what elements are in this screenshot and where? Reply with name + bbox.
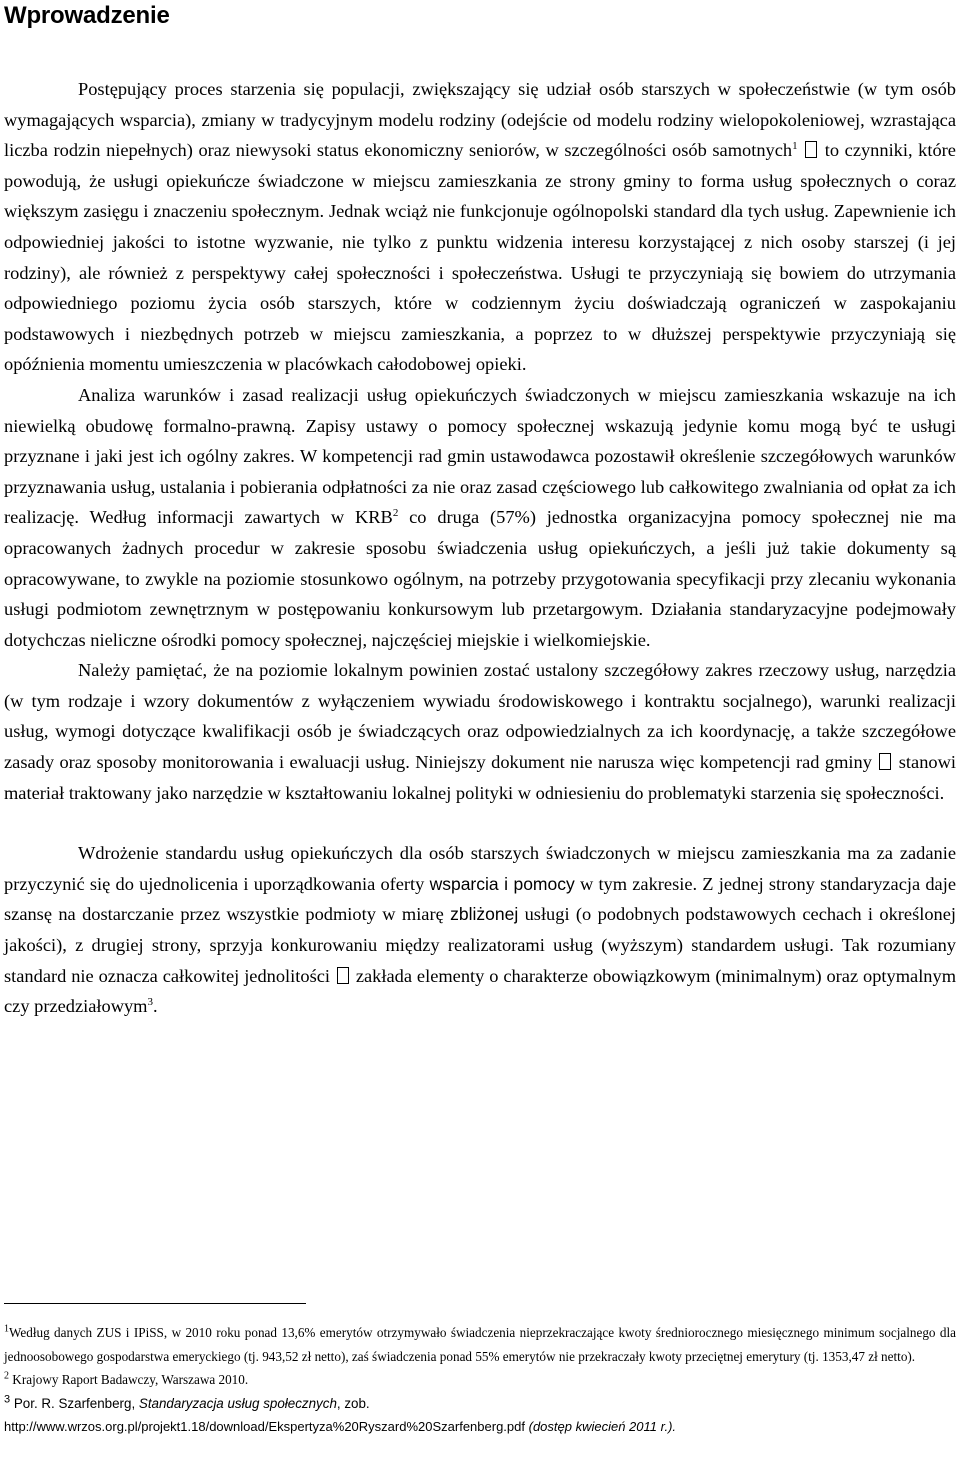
paragraph-4-text-c: usługi (o podobnych podstawowych cechach i określonej jakości), z drugiej strony, sprzyja konkurowaniu między realizatorami usług (wyższym) standardem usługi. Tak rozumiany standard nie oznacza całkowitej jednolitości <box>4 904 957 986</box>
paragraph-3-text-a: Należy pamiętać, że na poziomie lokalnym powinien zostać ustalony szczegółowy zakres rzeczowy usług, narzędzia (w tym rodzaje i wzory dokumentów z wyłączeniem wywiadu środowiskowego i kontraktu socjalnego), warunki realizacji usług, wymogi dotyczące kwalifikacji osób je świadczących oraz odpowiedzialnych za ich koordynację, a także szczegółowe zasady oraz sposoby monitorowania i ewaluacji usług. Niniejszy dokument nie narusza więc kompetencji rad gminy <box>4 660 956 773</box>
paragraph-2-text-a: Analiza warunków i zasad realizacji usług opiekuńczych świadczonych w miejscu zamieszkania wskazuje na ich niewielką obudowę formalno-prawną. Zapisy ustawy o pomocy społecznej wskazują jedynie komu mogą być te usługi przyznane i jaki jest ich ogólny zakres. W kompetencji rad gmin ustawodawca pozostawił określenie szczegółowych warunków przyznawania usług, ustalania i pobierania odpłatności za nie oraz zasad częściowego lub całkowitego zwalniania od opłat za ich realizację. Według informacji zawartych w KRB <box>4 384 956 528</box>
footnote-3-source <box>4 1415 956 1439</box>
body-text <box>4 74 956 1022</box>
paragraph-4-sans-text-1: wsparcia i pomocy <box>429 873 575 894</box>
paragraph-4-text-d: zakłada elementy o charakterze obowiązkowym (minimalnym) oraz optymalnym czy przedziałowym <box>4 965 957 1017</box>
paragraph-4 <box>4 838 956 1022</box>
paragraph-1-text-a: Postępujący proces starzenia się populacji, zwiększający się udział osób starszych w społeczeństwie (w tym osób wymagających wsparcia), zmiany w tradycyjnym modelu rodziny (odejście od modelu rodziny wielopokoleniowej, wzrastająca liczba rodzin niepełnych) oraz niewysoki status ekonomiczny seniorów, w szczególności osób samotnych <box>4 79 956 161</box>
footnote-1 <box>4 1321 956 1368</box>
paragraph-2-text-b: co druga (57%) jednostka organizacyjna pomocy społecznej nie ma opracowanych żadnych procedur w zakresie sposobu świadczenia usług opiekuńczych, a jeśli już takie dokumenty są opracowywane, to zwykle na poziomie stosunkowo ogólnym, na potrzeby przygotowania specyfikacji przy zlecaniu wykonania usługi podmiotom zewnętrznym w postępowaniu konkursowym lub przetargowym. Działania standaryzacyjne podejmowały dotychczas nieliczne ośrodki pomocy społecznej, najczęściej miejskie i wielkomiejskie. <box>4 507 956 650</box>
footnote-3-title: Standaryzacja usług społecznych <box>138 1395 337 1411</box>
footnote-ref-1[interactable]: 1 <box>792 140 798 153</box>
paragraph-1 <box>4 74 956 380</box>
footnotes <box>4 1321 956 1439</box>
paragraph-1-text-b: to czynniki, które powodują, że usługi opiekuńcze świadczone w miejscu zamieszkania ze strony gminy to forma usług społecznych o coraz większym zasięgu i znaczeniu społecznym. Jednak wciąż nie funkcjonuje ogólnopolski standard dla tych usług. Zapewnienie ich odpowiedniej jakości to istotne wyzwanie, nie tylko z punktu widzenia interesu korzystającej z nich osoby starszej (i jej rodziny), ale również z perspektywy całej społeczności i społeczeństwa. Usługi te przyczyniają się bowiem do utrzymania odpowiedniego poziomu życia osób starszych, które w codziennym życiu doświadczają ograniczeń w zaspokajaniu podstawowych i niezbędnych potrzeb w miejscu zamieszkania, a poprzez to w dłuższej perspektywie przyczyniają się opóźnienia momentu umieszczenia w placówkach całodobowej opieki. <box>4 140 956 375</box>
missing-glyph-icon <box>879 753 891 770</box>
footnote-number-1: 1 <box>4 1323 9 1335</box>
footnote-3-rest: , zob. <box>336 1395 370 1411</box>
footnote-divider <box>4 1303 306 1304</box>
footnote-number-2: 2 <box>4 1370 9 1382</box>
footnote-3-access-date: (dostęp kwiecień 2011 r.). <box>525 1419 677 1434</box>
paragraph-3 <box>4 655 956 808</box>
paragraph-4-text-b: w tym zakresie. Z jednej strony standaryzacja daje szansę na dostarczanie przez wszystkie podmioty w miarę <box>4 873 956 925</box>
paragraph-4-text-a: Wdrożenie standardu usług opiekuńczych dla osób starszych świadczonych w miejscu zamieszkania ma za zadanie przyczynić się do ujednolicenia i uporządkowania oferty <box>4 843 956 894</box>
footnote-number-3: 3 <box>4 1393 11 1406</box>
paragraph-2 <box>4 380 956 655</box>
footnote-ref-2[interactable]: 2 <box>392 507 399 520</box>
footnote-1-text: Według danych ZUS i IPiSS, w 2010 roku ponad 13,6% emerytów otrzymywało świadczenia nieprzekraczające kwoty średniorocznego miesięcznego minimum socjalnego dla jednoosobowego gospodarstwa emeryckiego (tj. 943,52 zł netto), zaś świadczenia ponad 55% emerytów nie przekraczały kwoty przeciętnej emerytury (tj. 1353,47 zł netto). <box>4 1325 956 1364</box>
footnote-3-author: Por. R. Szarfenberg, <box>10 1395 139 1411</box>
paragraph-3-text-b: stanowi materiał traktowany jako narzędzie w kształtowaniu lokalnej polityki w odniesieniu do problematyki starzenia się społeczności. <box>4 752 956 803</box>
missing-glyph-icon <box>805 141 817 158</box>
footnote-3-url-link[interactable]: http://www.wrzos.org.pl/projekt1.18/download/Ekspertyza%20Ryszard%20Szarfenberg.pdf <box>4 1419 525 1434</box>
footnote-2 <box>4 1368 956 1392</box>
footnote-ref-3[interactable]: 3 <box>147 996 153 1009</box>
footnote-3 <box>4 1392 956 1416</box>
paragraph-4-text-e: . <box>152 996 158 1017</box>
footnote-2-text: Krajowy Raport Badawczy, Warszawa 2010. <box>9 1372 249 1387</box>
page-title: Wprowadzenie <box>4 2 170 29</box>
paragraph-4-sans-text-2: zbliżonej <box>450 904 519 925</box>
missing-glyph-icon <box>337 967 349 984</box>
